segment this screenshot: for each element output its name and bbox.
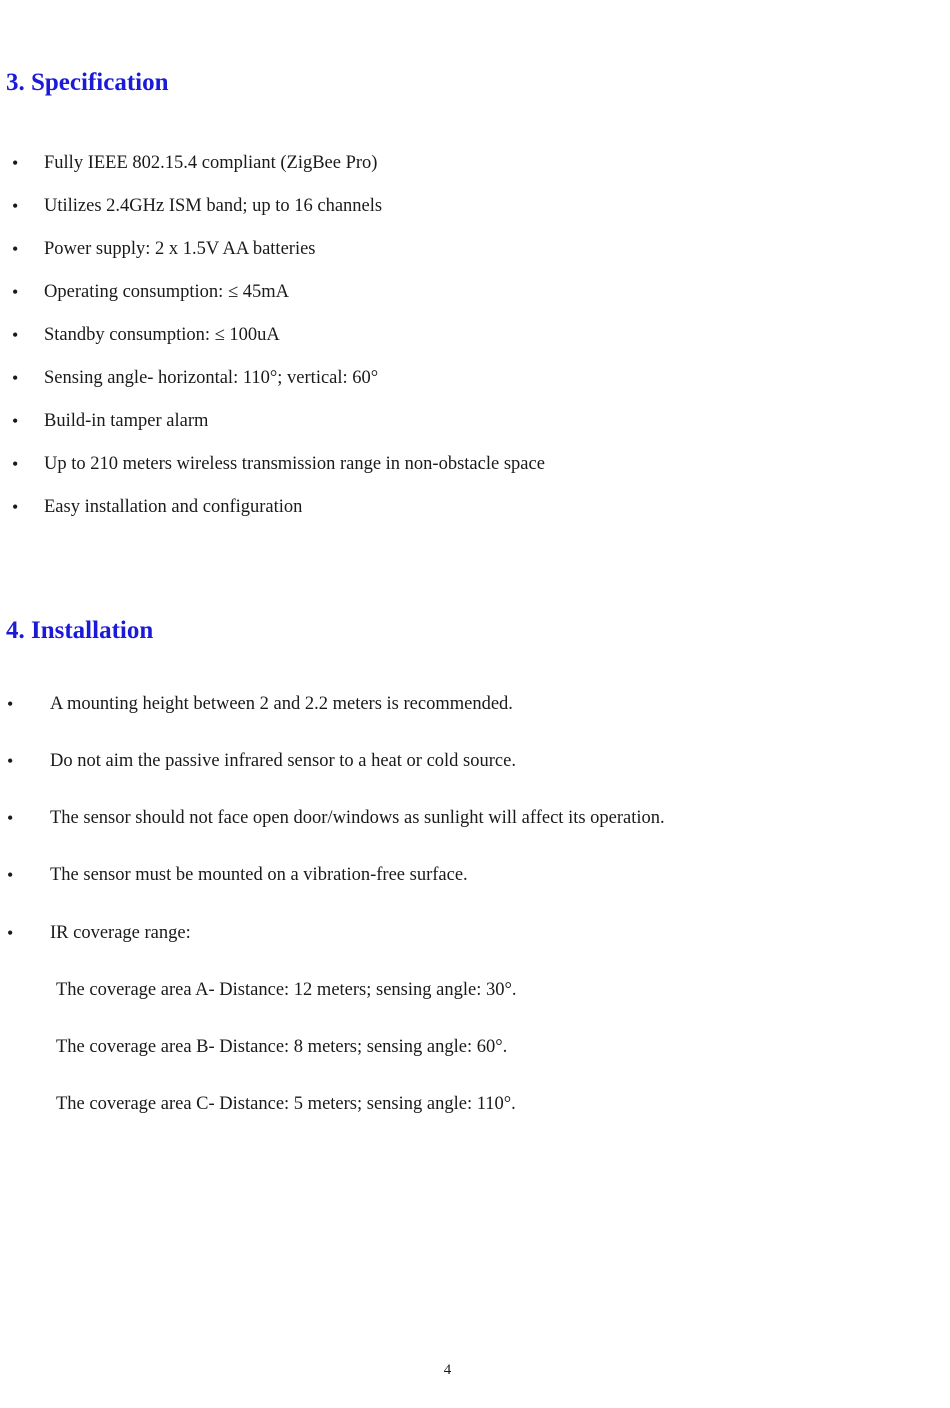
list-item-text: Do not aim the passive infrared sensor to a heat or cold source. bbox=[50, 751, 516, 771]
bullet-marker: • bbox=[12, 325, 19, 345]
coverage-area-b: The coverage area B- Distance: 8 meters; sensing angle: 60°. bbox=[56, 1037, 508, 1057]
page-number: 4 bbox=[443, 1362, 452, 1378]
bullet-marker: • bbox=[7, 865, 14, 885]
bullet-marker: • bbox=[12, 282, 19, 302]
list-item-text: IR coverage range: bbox=[50, 923, 191, 943]
list-item-text: Sensing angle- horizontal: 110°; vertical: 60° bbox=[44, 368, 379, 388]
list-item-text: Up to 210 meters wireless transmission range in non-obstacle space bbox=[44, 454, 545, 474]
bullet-marker: • bbox=[12, 196, 19, 216]
list-item-text: Standby consumption: ≤ 100uA bbox=[44, 325, 280, 345]
coverage-area-c: The coverage area C- Distance: 5 meters; sensing angle: 110°. bbox=[56, 1094, 516, 1114]
bullet-marker: • bbox=[12, 239, 19, 259]
bullet-marker: • bbox=[7, 923, 14, 943]
list-item-text: The sensor must be mounted on a vibration-free surface. bbox=[50, 865, 468, 885]
coverage-area-a: The coverage area A- Distance: 12 meters; sensing angle: 30°. bbox=[56, 980, 517, 1000]
section-title-specification: 3. Specification bbox=[6, 69, 169, 96]
bullet-marker: • bbox=[12, 368, 19, 388]
bullet-marker: • bbox=[7, 694, 14, 714]
list-item-text: Utilizes 2.4GHz ISM band; up to 16 channels bbox=[44, 196, 383, 216]
list-item-text: Power supply: 2 x 1.5V AA batteries bbox=[44, 239, 316, 259]
list-item-text: Easy installation and configuration bbox=[44, 497, 303, 517]
bullet-marker: • bbox=[12, 411, 19, 431]
bullet-marker: • bbox=[12, 497, 19, 517]
list-item-text: Fully IEEE 802.15.4 compliant (ZigBee Pro) bbox=[44, 153, 378, 173]
bullet-marker: • bbox=[12, 454, 19, 474]
list-item-text: The sensor should not face open door/windows as sunlight will affect its operation. bbox=[50, 808, 665, 828]
list-item-text: Build-in tamper alarm bbox=[44, 411, 209, 431]
list-item-text: Operating consumption: ≤ 45mA bbox=[44, 282, 289, 302]
bullet-marker: • bbox=[7, 808, 14, 828]
bullet-marker: • bbox=[7, 751, 14, 771]
section-title-installation: 4. Installation bbox=[6, 617, 154, 644]
bullet-marker: • bbox=[12, 153, 19, 173]
list-item-text: A mounting height between 2 and 2.2 meters is recommended. bbox=[50, 694, 513, 714]
